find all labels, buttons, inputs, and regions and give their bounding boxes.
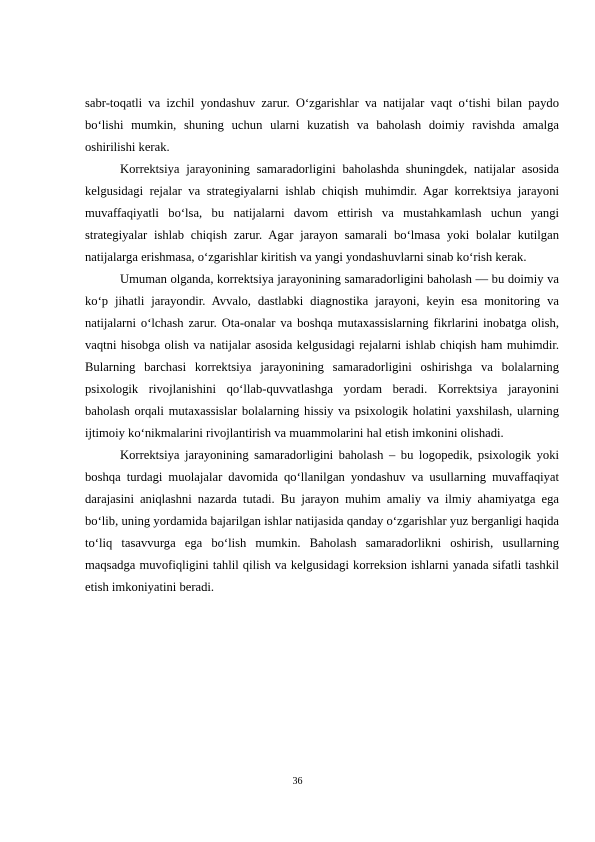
page-number: 36 [292,776,303,787]
paragraph: Korrektsiya jarayonining samaradorligini baholash – bu logopedik, psixologik yoki boshqa turdagi muolajalar davomida qo‘llanilgan yondashuv va usullarning muvaffaqiyat darajasini aniqlashni nazarda tutadi. Bu jarayon muhim amaliy va ilmiy ahamiyatga ega bo‘lib, uning yordamida bajarilgan ishlar natijasida qanday o‘zgarishlar yuz berganligi haqida to‘liq tasavvurga ega bo‘lish mumkin. Baholash samaradorlikni oshirish, usullarning maqsadga muvofiqligini tahlil qilish va kelgusidagi korreksion ishlarni yanada sifatli tashkil etish imkoniyatini beradi. [85,448,559,594]
paragraph-continuation: sabr-toqatli va izchil yondashuv zarur. O‘zgarishlar va natijalar vaqt o‘tishi bilan paydo bo‘lishi mumkin, shuning uchun ularni kuzatish va baholash doimiy ravishda amalga oshirilishi kerak. [85,96,559,154]
paragraph: Korrektsiya jarayonining samaradorligini baholashda shuningdek, natijalar asosida kelgusidagi rejalar va strategiyalarni ishlab chiqish muhimdir. Agar korrektsiya jarayoni muvaffaqiyatli bo‘lsa, bu natijalarni davom ettirish va mustahkamlash uchun yangi strategiyalar ishlab chiqish zarur. Agar jarayon samarali bo‘lmasa yoki bolalar kutilgan natijalarga erishmasa, o‘zgarishlar kiritish va yangi yondashuvlarni sinab ko‘rish kerak. [85,162,559,264]
body-text [85,92,559,598]
paragraph: Umuman olganda, korrektsiya jarayonining samaradorligini baholash — bu doimiy va ko‘p jihatli jarayondir. Avvalo, dastlabki diagnostika jarayoni, keyin esa monitoring va natijalarni o‘lchash zarur. Ota-onalar va boshqa mutaxassislarning fikrlarini inobatga olish, vaqtni hisobga olish va natijalar asosida kelgusidagi rejalarni ishlab chiqish ham muhimdir. Bularning barchasi korrektsiya jarayonining samaradorligini oshirishga va bolalarning psixologik rivojlanishini qo‘llab-quvvatlashga yordam beradi. Korrektsiya jarayonini baholash orqali mutaxassislar bolalarning hissiy va psixologik holatini yaxshilash, ularning ijtimoiy ko‘nikmalarini rivojlantirish va muammolarini hal etish imkonini olishadi. [85,272,559,440]
